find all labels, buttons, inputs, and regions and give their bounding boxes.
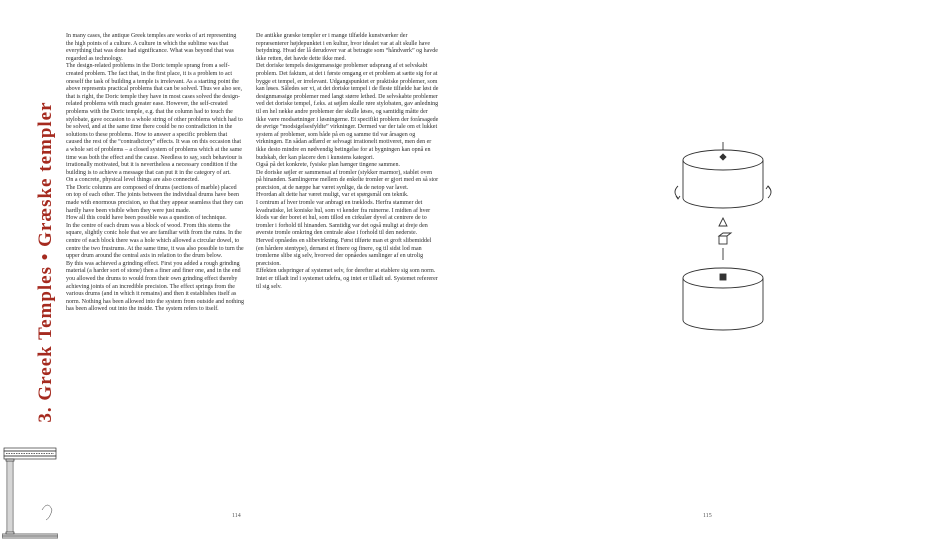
paragraph: The Doric columns are composed of drums (sections of marble) placed on top of each other. The joints between the individual drums have been made with enormous precision, so that they appear seamless that they can hardly have been visible when they were just made. bbox=[66, 184, 243, 214]
paragraph: In many cases, the antique Greek temples are works of art representing the high points of a culture. A culture in which the sublime was that everything that was done had significance. What was beyond that was regarded as technology. bbox=[66, 33, 237, 62]
paragraph: Det doriske tempels designmæssige problemer udsprang af et selvskabt problem. Det faktum, at det i første omgang er et problem at sætte sig for at bygge et tempel, er irrelevant. Udgangspunktet er praktiske problemer, som kan løses. Således ser vi, at det doriske tempel i de fleste tilfælde har løst de designmæssige problemer med langt større lethed. De selvskabte problemer ved det doriske tempel, f.eks. at søjlen skulle røre stylobaten, gav anledning til en hel række andre problemer der skulle løses, og samtidig måtte der ikke være modsætninger i løsningerne. Et specifikt problem der forårsagede de øvrige “modsigelsesfyldte” virkninger. Dermed var der tale om et lukket system af problemer, som både på en og samme tid var årsagen og virkningen. En sådan adfærd er selvsagt irrationelt motiveret, men den er ikke desto mindre en nødvendig betingelse for at bygningen kan opnå en budskab, der kan placere den i kunstens kategori. bbox=[256, 63, 439, 161]
paragraph: In the centre of each drum was a block of wood. From this stems the square, slightly conic hole that we are familiar with from the ruins. In the centre of each block there was a hole which allowed a circular dowel, to centre the two frustrums. At the same time, it was also possible to turn the upper drum around the central axis in relation to the drum below. bbox=[66, 222, 244, 260]
paragraph: I centrum af hver tromle var anbragt en træklods. Herfra stammer det kvadratiske, let koniske hul, som vi kender fra ruinerne. I midten af hver klods var der boret et hul, som tillod en cirkulær dyvel at centrere de to tromler i forhold til hinanden. Samtidig var det også muligt at dreje den øverste tromle omkring den centrale akse i forhold til den nederste. bbox=[256, 200, 431, 237]
paragraph: Effekten udspringer af systemet selv, for derefter at etablere sig som norm. Intet er tilladt ind i systemet udefra, og intet er tilladt ud. Systemet refererer til sig selv. bbox=[256, 268, 438, 290]
page-number-left: 114 bbox=[232, 513, 241, 519]
paragraph: Hvordan alt dette har været muligt, var et spørgsmål om teknik. bbox=[256, 192, 409, 199]
paragraph: De antikke græske templer er i mange tilfælde kunstværker der repræsenterer højdepunktet i en kultur, hvor idealet var at alt skulle have betydning. Hvad der lå derudover var at betragte som “håndværk” og havde ikke retten, det havde dette ikke med. bbox=[256, 33, 438, 62]
paragraph: By this was achieved a grinding effect. First you added a rough grinding material (a harder sort of stone) then a finer and finer one, and in the end you allowed the drums to would from their own grinding effect thereby achieving joints of an incredible precision. The effect springs from the various drums (and in which it remains) and then it establishes itself as norm. Nothing has been allowed into the system from outside and nothing has been allowed out into the inside. The system refers to itself. bbox=[66, 260, 244, 313]
paragraph: How all this could have been possible was a question of technique. bbox=[66, 215, 227, 222]
paragraph: Også på det konkrete, fysiske plan hænger tingene sammen. bbox=[256, 162, 400, 169]
left-text-column bbox=[66, 33, 244, 314]
paragraph: Herved opnåedes en slibevirkning. Først tilførte man et groft slibemiddel (en hårdere stentype), dernæst et finere og finere, og til sidst lod man tromlerne slibe sig selv, hvorved der opnåedes samlinger af en utrolig præcision. bbox=[256, 238, 432, 267]
paragraph: On a concrete, physical level things are also connected. bbox=[66, 177, 199, 184]
page-number-right: 115 bbox=[703, 513, 712, 519]
temple-elevation-icon bbox=[2, 440, 58, 540]
column-drums-icon bbox=[668, 140, 778, 350]
paragraph: De doriske søjler er sammensat af tromler (stykker marmor), stablet oven på hinanden. Samlingerne mellem de enkelte tromler er gjort med en så stor præcision, at de næppe har været synlige, da de netop var lavet. bbox=[256, 169, 439, 191]
right-text-column bbox=[256, 33, 439, 291]
chapter-title: 3. Greek Temples • Græske templer bbox=[35, 101, 56, 423]
paragraph: The design-related problems in the Doric temple sprang from a self-created problem. The fact that, in the first place, it is a problem to act oneself the task of building a temple is irrelevant. As a starting point the above represents practical problems that can be solved. Thus we also see, that is right, the Doric temple they have in most cases solved the design-related problems with much greater ease. However, the self-created problems with the Doric temple, e.g. that the column had to touch the stylobate, gave occasion to a whole string of other problems which had to be solved, and at the same time there could be no contradiction in the solutions to these problems. How to answer a specific problem that caused the rest of the “contradictory” effects. It was on this occasion that a whole set of problems – a closed system of problems which at the same time was both the effect and the cause. Needless to say, such behaviour is irrationally motivated, but it is nevertheless a necessary condition if the building is to achieve a message that can put it in the category of art. bbox=[66, 63, 243, 176]
